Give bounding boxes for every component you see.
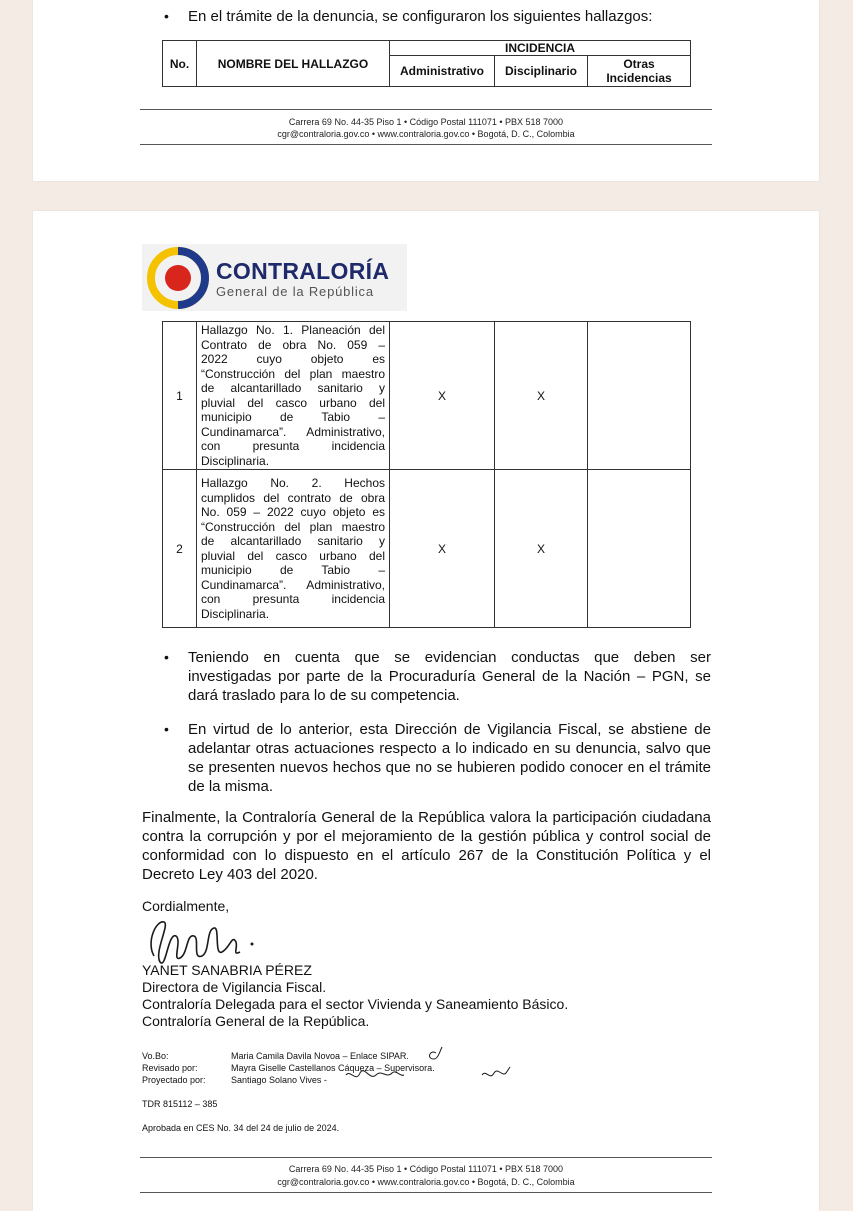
finding-line: Cundinamarca”. Administrativo, <box>201 424 385 439</box>
footer-rule-bottom <box>140 1192 712 1193</box>
logo-title: CONTRALORÍA <box>216 258 390 284</box>
revisado-value: Mayra Giselle Castellanos Cáqueza – Supervisora. <box>231 1063 435 1073</box>
bullet-line: de la misma. <box>188 778 274 795</box>
initial-extra <box>482 1067 510 1076</box>
closing-line: conformidad con lo dispuesto en el artículo 267 de la Constitución Política y el <box>142 847 711 864</box>
signer-name: YANET SANABRIA PÉREZ <box>142 962 312 978</box>
col-disciplinario: Disciplinario <box>495 56 588 87</box>
col-no: No. <box>163 41 197 87</box>
finding-description <box>197 470 390 628</box>
finding-number: 1 <box>163 322 197 470</box>
finding-number: 2 <box>163 470 197 628</box>
finding-line: Hallazgo No. 1. Planeación del <box>201 323 385 337</box>
findings-intro-text: En el trámite de la denuncia, se configuraron los siguientes hallazgos: <box>188 8 653 25</box>
mark-administrativo: X <box>390 470 495 628</box>
footer-rule-top <box>140 109 712 110</box>
mark-disciplinario: X <box>495 322 588 470</box>
finding-line: Disciplinaria. <box>201 606 270 621</box>
finding-line: de alcantarillado sanitario y <box>201 381 385 395</box>
findings-table <box>162 321 691 628</box>
col-administrativo: Administrativo <box>390 56 495 87</box>
finding-line: municipio de Tabio – <box>201 410 385 424</box>
bullet-line: adelantar otras actuaciones respecto a lo indicado en su denuncia, salvo que <box>188 740 711 757</box>
signature-dot <box>251 943 254 946</box>
finding-line: con presunta incidencia <box>201 592 385 606</box>
page1-footer-contact: cgr@contraloria.gov.co • www.contraloria.gov.co • Bogotá, D. C., Colombia <box>277 129 575 139</box>
aprobada-text: Aprobada en CES No. 34 del 24 de julio de 2024. <box>142 1123 340 1133</box>
signature-stroke <box>151 922 240 963</box>
finding-line: “Construcción del plan maestro <box>201 366 385 381</box>
logo-dot-red <box>165 265 191 291</box>
finding-line: municipio de Tabio – <box>201 563 385 577</box>
initial-proyectado <box>346 1071 404 1077</box>
finding-line: pluvial del casco urbano del <box>201 395 385 410</box>
document-page-1 <box>33 0 819 181</box>
finding-description <box>197 322 390 470</box>
table-row <box>163 322 691 470</box>
page2-footer-contact: cgr@contraloria.gov.co • www.contraloria.gov.co • Bogotá, D. C., Colombia <box>277 1177 575 1187</box>
bullet-line: En virtud de lo anterior, esta Dirección de Vigilancia Fiscal, se abstiene de <box>188 721 711 738</box>
findings-header-table <box>162 40 691 87</box>
bullet-line: se presenten nuevos hechos que no se hubieren podido conocer en el trámite <box>188 759 711 776</box>
col-incidencia: INCIDENCIA <box>390 41 691 56</box>
col-otras-line2: Incidencias <box>606 71 672 85</box>
page1-footer-address: Carrera 69 No. 44-35 Piso 1 • Código Postal 111071 • PBX 518 7000 <box>288 117 564 127</box>
page2-footer-address: Carrera 69 No. 44-35 Piso 1 • Código Postal 111071 • PBX 518 7000 <box>288 1164 564 1174</box>
revisado-label: Revisado por: <box>142 1063 198 1073</box>
salutation: Cordialmente, <box>142 898 230 914</box>
initials-marks <box>330 1045 530 1085</box>
tdr-number: TDR 815112 – 385 <box>142 1099 218 1109</box>
finding-line: Contrato de obra No. 059 – <box>201 337 385 352</box>
finding-line: Hallazgo No. 2. Hechos <box>201 476 385 490</box>
bullet-line: Teniendo en cuenta que se evidencian conductas que deben ser <box>188 649 711 666</box>
bullet-line: investigadas por parte de la Procuraduría General de la Nación – PGN, se <box>188 668 711 685</box>
mark-disciplinario: X <box>495 470 588 628</box>
finding-line: Cundinamarca”. Administrativo, <box>201 577 385 592</box>
finding-line: cumplidos del contrato de obra <box>201 490 385 505</box>
vobo-value: Maria Camila Davila Novoa – Enlace SIPAR. <box>231 1051 409 1061</box>
closing-line: contra la corrupción y por el mejoramiento de la gestión pública y control social de <box>142 828 711 845</box>
initial-vobo <box>430 1047 442 1059</box>
footer-rule-bottom <box>140 144 712 145</box>
finding-line: “Construcción del plan maestro <box>201 519 385 534</box>
bullet-dot: • <box>164 721 169 737</box>
finding-line: 2022 cuyo objeto es <box>201 352 385 366</box>
bullet-dot: • <box>164 8 169 24</box>
vobo-label: Vo.Bo: <box>142 1051 169 1061</box>
proyectado-value: Santiago Solano Vives - <box>231 1075 327 1085</box>
bullet-pgn <box>164 648 711 705</box>
logo-subtitle: General de la República <box>216 284 374 299</box>
col-otras <box>588 56 691 87</box>
bullet-dot: • <box>164 649 169 665</box>
col-otras-line1: Otras <box>623 57 655 71</box>
footer-rule-top <box>140 1157 712 1158</box>
logo-circle-icon <box>147 247 209 309</box>
finding-line: Disciplinaria. <box>201 453 270 468</box>
table-row <box>163 470 691 628</box>
mark-administrativo: X <box>390 322 495 470</box>
finding-line: con presunta incidencia <box>201 439 385 453</box>
closing-line: Finalmente, la Contraloría General de la República valora la participación ciudadana <box>142 809 711 826</box>
mark-otras <box>588 322 691 470</box>
col-nombre: NOMBRE DEL HALLAZGO <box>197 41 390 87</box>
finding-line: de alcantarillado sanitario y <box>201 534 385 548</box>
closing-paragraph <box>142 808 711 884</box>
mark-otras <box>588 470 691 628</box>
signer-role-1: Directora de Vigilancia Fiscal. <box>142 979 327 995</box>
signer-role-2: Contraloría Delegada para el sector Vivienda y Saneamiento Básico. <box>142 996 569 1012</box>
contraloria-logo <box>142 244 407 311</box>
bullet-abstiene <box>164 720 711 796</box>
finding-line: No. 059 – 2022 cuyo objeto es <box>201 505 385 519</box>
closing-line: Decreto Ley 403 del 2020. <box>142 866 318 883</box>
finding-line: pluvial del casco urbano del <box>201 548 385 563</box>
findings-intro-bullet <box>164 7 748 26</box>
bullet-line: dará traslado para lo de su competencia. <box>188 687 460 704</box>
signer-role-3: Contraloría General de la República. <box>142 1013 370 1029</box>
proyectado-label: Proyectado por: <box>142 1075 206 1085</box>
